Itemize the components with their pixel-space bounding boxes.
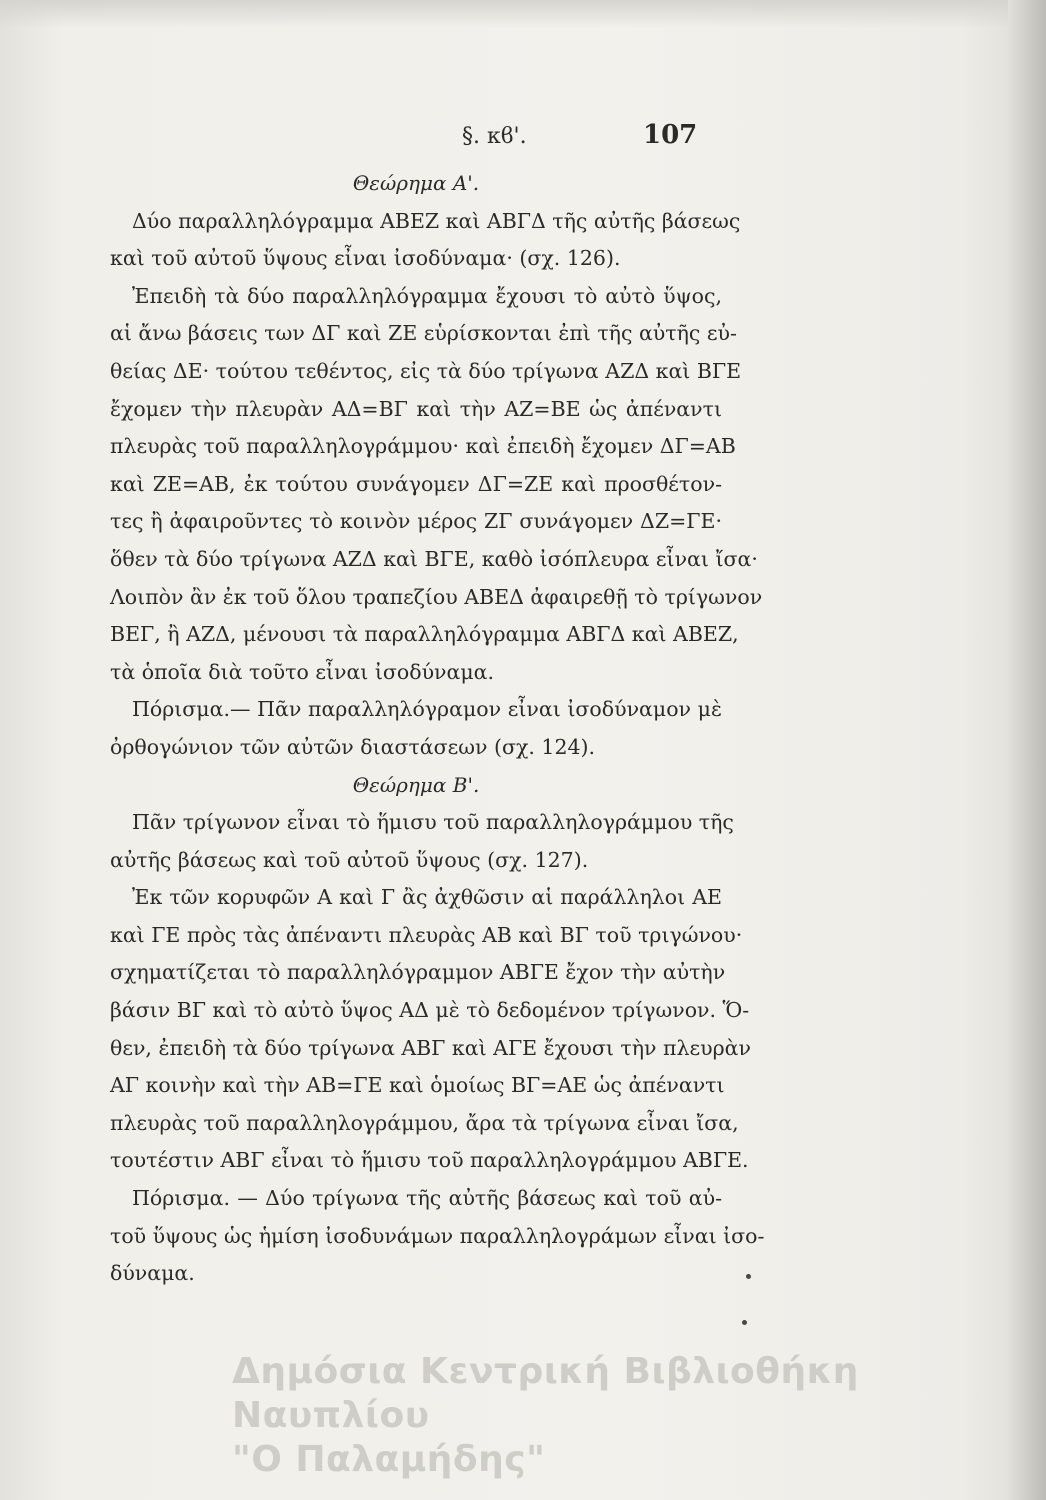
corollary-line: ὀρθογώνιον τῶν αὐτῶν διαστάσεων (σχ. 124).	[110, 734, 596, 759]
text-line: τουτέστιν ΑΒΓ εἶναι τὸ ἥμισυ τοῦ παραλληλογράμμου ΑΒΓΕ.	[110, 1148, 749, 1173]
text-line: αὐτῆς βάσεως καὶ τοῦ αὐτοῦ ὕψους (σχ. 127).	[110, 847, 589, 872]
theorem-a-title: Θεώρημα Α'.	[352, 171, 480, 195]
ink-speck	[746, 1274, 751, 1279]
text-line: πλευρὰς τοῦ παραλληλογράμμου· καὶ ἐπειδὴ ἔχομεν ΔΓ=ΑΒ	[110, 434, 736, 459]
section-mark: §. κϐ'.	[462, 124, 527, 149]
corollary-line: δύναμα.	[110, 1261, 195, 1286]
watermark-line: Δημόσια Κεντρική Βιβλιοθήκη Ναυπλίου	[232, 1351, 859, 1436]
page-number: 107	[643, 120, 698, 150]
page-header	[0, 118, 1046, 158]
ink-speck	[742, 1320, 747, 1325]
text-line: θεν, ἐπειδὴ τὰ δύο τρίγωνα ΑΒΓ καὶ ΑΓΕ ἔχουσι τὴν πλευρὰν	[110, 1035, 751, 1060]
text-line: τες ἢ ἀφαιροῦντες τὸ κοινὸν μέρος ΖΓ συνάγομεν ΔΖ=ΓΕ·	[110, 509, 722, 534]
text-line: ὅθεν τὰ δύο τρίγωνα ΑΖΔ καὶ ΒΓΕ, καθὸ ἰσόπλευρα εἶναι ἴσα·	[110, 546, 758, 571]
page-right-edge	[1008, 0, 1046, 1500]
text-line: καὶ ΖΕ=ΑΒ, ἐκ τούτου συνάγομεν ΔΓ=ΖΕ καὶ προσθέτον-	[110, 471, 722, 496]
watermark-line: "Ο Παλαμήδης"	[232, 1439, 546, 1480]
text-line: πλευρὰς τοῦ παραλληλογράμμου, ἄρα τὰ τρίγωνα εἶναι ἴσα,	[110, 1110, 739, 1135]
text-line: Λοιπὸν ἂν ἐκ τοῦ ὅλου τραπεζίου ΑΒΕΔ ἀφαιρεθῇ τὸ τρίγωνον	[110, 584, 763, 609]
page-top-shadow	[0, 0, 1046, 28]
corollary-line: Πόρισμα. — Δύο τρίγωνα τῆς αὐτῆς βάσεως καὶ τοῦ αὐ-	[132, 1186, 722, 1211]
text-line: ἔχομεν τὴν πλευρὰν ΑΔ=ΒΓ καὶ τὴν ΑΖ=ΒΕ ὡς ἀπέναντι	[110, 396, 722, 421]
text-line: καὶ τοῦ αὐτοῦ ὕψους εἶναι ἰσοδύναμα· (σχ. 126).	[110, 246, 621, 271]
text-line: βάσιν ΒΓ καὶ τὸ αὐτὸ ὕψος ΑΔ μὲ τὸ δεδομένον τρίγωνον. Ὅ-	[110, 998, 750, 1023]
text-line: αἱ ἄνω βάσεις των ΔΓ καὶ ΖΕ εὑρίσκονται ἐπὶ τῆς αὐτῆς εὐ-	[110, 321, 737, 346]
text-line: Δύο παραλληλόγραμμα ΑΒΕΖ καὶ ΑΒΓΔ τῆς αὐτῆς βάσεως	[132, 208, 741, 233]
page-body	[110, 165, 765, 1293]
corollary-line: Πόρισμα.— Πᾶν παραλληλόγραμον εἶναι ἰσοδύναμον μὲ	[132, 697, 722, 722]
theorem-b-title: Θεώρημα Β'.	[352, 772, 480, 797]
text-line: ΑΓ κοινὴν καὶ τὴν ΑΒ=ΓΕ καὶ ὁμοίως ΒΓ=ΑΕ ὡς ἀπέναντι	[110, 1073, 725, 1098]
text-line: σχηματίζεται τὸ παραλληλόγραμμον ΑΒΓΕ ἔχον τὴν αὐτὴν	[110, 960, 726, 985]
text-line: καὶ ΓΕ πρὸς τὰς ἀπέναντι πλευρὰς ΑΒ καὶ ΒΓ τοῦ τριγώνου·	[110, 922, 743, 947]
text-line: θείας ΔΕ· τούτου τεθέντος, εἰς τὰ δύο τρίγωνα ΑΖΔ καὶ ΒΓΕ	[110, 358, 742, 383]
text-line: τὰ ὁποῖα διὰ τοῦτο εἶναι ἰσοδύναμα.	[110, 659, 495, 684]
corollary-line: τοῦ ὕψους ὡς ἡμίση ἰσοδυνάμων παραλληλογράμων εἶναι ἰσο-	[110, 1223, 765, 1248]
text-line: Ἐπειδὴ τὰ δύο παραλληλόγραμμα ἔχουσι τὸ αὐτὸ ὕψος,	[132, 283, 722, 308]
text-line: ΒΕΓ, ἢ ΑΖΔ, μένουσι τὰ παραλληλόγραμμα ΑΒΓΔ καὶ ΑΒΕΖ,	[110, 622, 739, 647]
library-watermark	[232, 1350, 992, 1482]
text-line: Ἐκ τῶν κορυφῶν Α καὶ Γ ἂς ἀχθῶσιν αἱ παράλληλοι ΑΕ	[132, 885, 722, 910]
text-line: Πᾶν τρίγωνον εἶναι τὸ ἥμισυ τοῦ παραλληλογράμμου τῆς	[132, 810, 734, 835]
